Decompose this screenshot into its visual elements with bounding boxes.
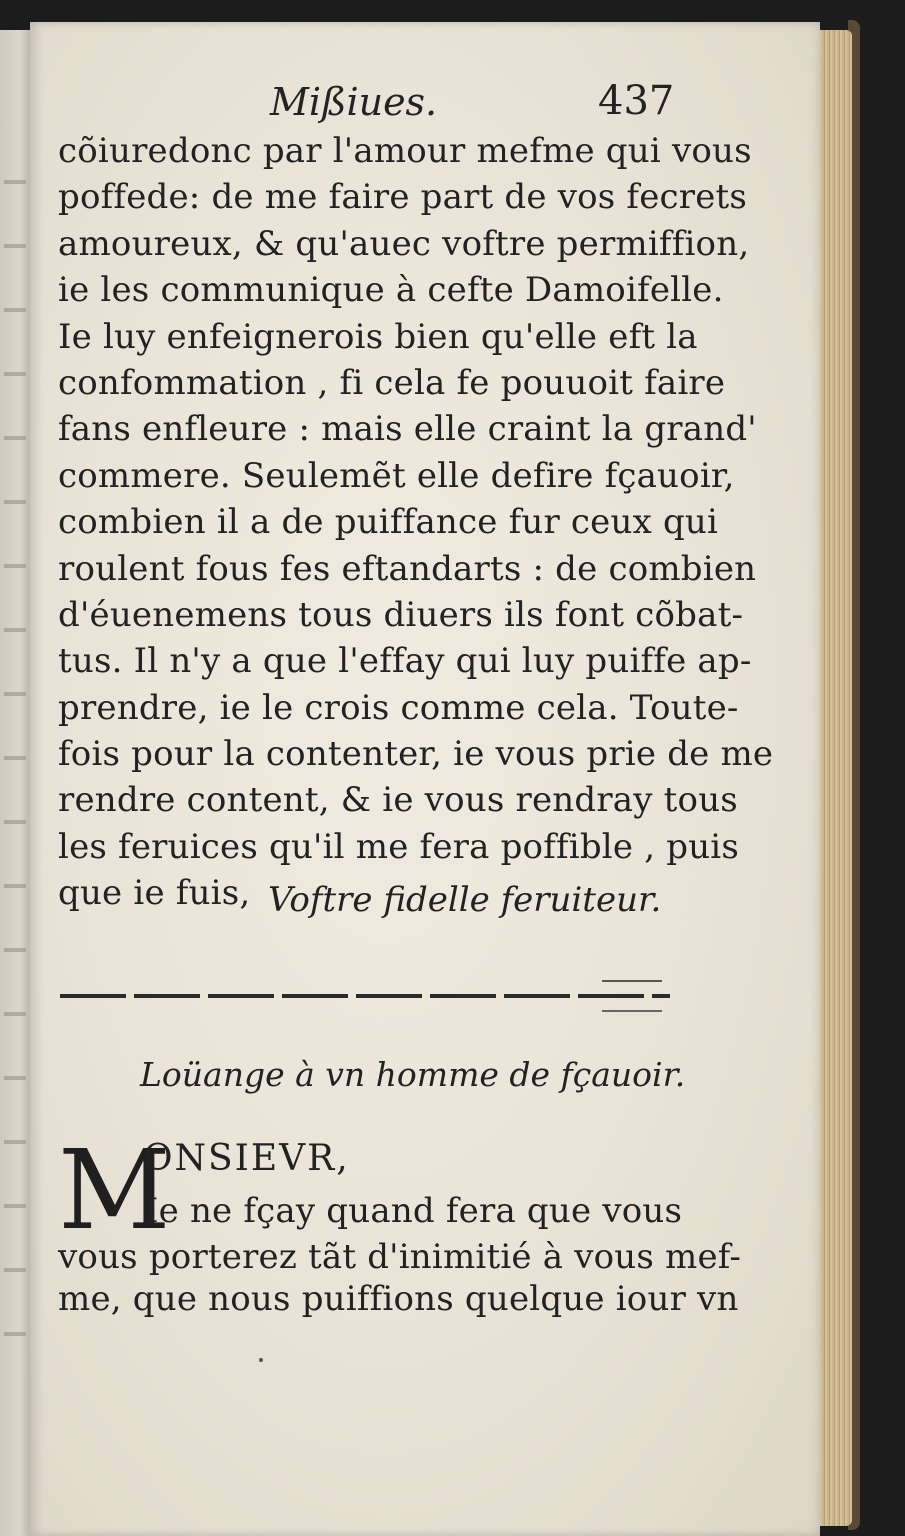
text-line: confommation , fi cela fe pouuoit faire xyxy=(58,362,726,403)
text-line: fans enfleure : mais elle craint la grand' xyxy=(58,409,757,450)
text-line: Ie ne fçay quand fera que vous xyxy=(145,1191,683,1231)
text-line: poffede: de me faire part de vos fecrets xyxy=(58,177,748,218)
second-letter-last-line xyxy=(58,1276,739,1322)
text-line: les feruices qu'il me fera poffible , puis xyxy=(58,826,740,867)
text-line: me, que nous puiffions quelque iour vn xyxy=(58,1279,739,1319)
text-line: d'éuenemens tous diuers ils font cõbat- xyxy=(58,594,744,635)
letter-signature: Voftre fidelle feruiteur. xyxy=(268,880,662,920)
ornamental-rule xyxy=(60,990,670,1004)
text-line: Ie luy enfeignerois bien qu'elle eft la xyxy=(58,316,698,357)
facing-page-show-through xyxy=(4,150,26,1350)
text-line: tus. Il n'y a que l'effay qui luy puiffe ap- xyxy=(58,641,752,682)
facing-page-edge xyxy=(0,30,32,1536)
letter-text xyxy=(58,128,774,917)
second-letter-text xyxy=(58,1188,742,1281)
running-title: Mißiues. xyxy=(270,80,438,124)
text-line: combien il a de puiffance fur ceux qui xyxy=(58,502,719,543)
paper-speck xyxy=(259,1358,263,1362)
text-line: amoureux, & qu'auec voftre permiffion, xyxy=(58,223,750,264)
text-line: commere. Seulemẽt elle defire fçauoir, xyxy=(58,455,735,496)
text-line: ie les communique à cefte Damoifelle. xyxy=(58,270,724,311)
text-line: rendre content, & ie vous rendray tous xyxy=(58,780,738,821)
section-heading: Loüange à vn homme de fçauoir. xyxy=(140,1055,686,1094)
salutation: ONSIEVR, xyxy=(143,1138,350,1179)
text-line: prendre, ie le crois comme cela. Toute- xyxy=(58,687,739,728)
text-line: cõiuredonc par l'amour mefme qui vous xyxy=(58,131,752,171)
rule-stub xyxy=(602,980,662,982)
text-line: vous porterez tãt d'inimitié à vous mef- xyxy=(58,1237,742,1278)
rule-bar xyxy=(60,994,670,998)
text-line: roulent fous fes eftandarts : de combien xyxy=(58,548,757,589)
rule-stub xyxy=(602,1010,662,1012)
text-line: que ie fuis, xyxy=(58,873,251,914)
page-number: 437 xyxy=(598,78,675,124)
text-line: fois pour la contenter, ie vous prie de me xyxy=(58,734,774,775)
drop-cap: M xyxy=(58,1126,171,1254)
